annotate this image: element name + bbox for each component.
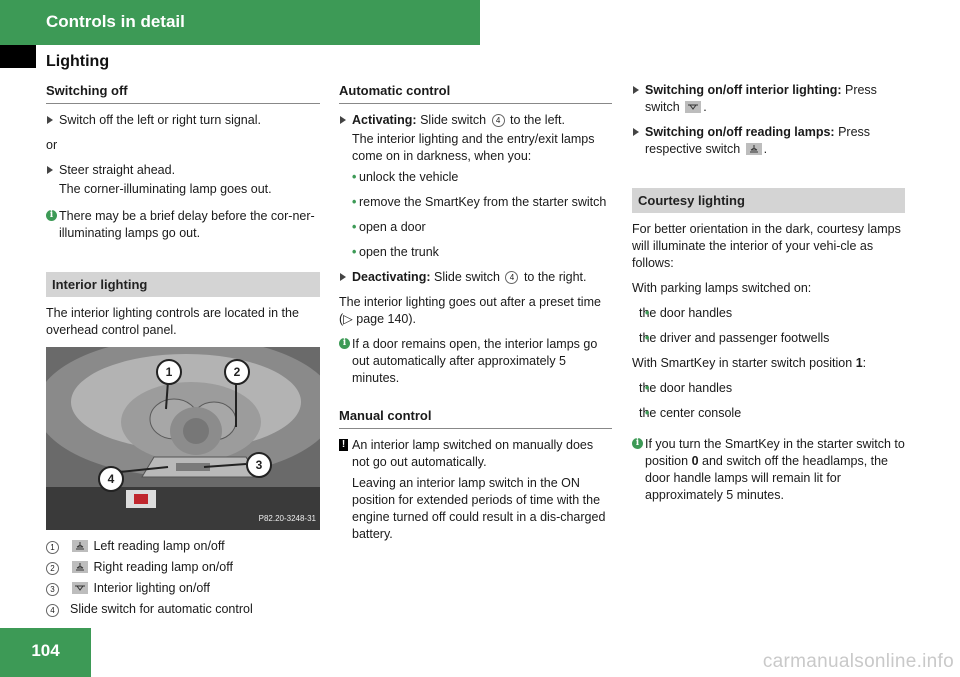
activating-text-end: to the left. xyxy=(510,113,565,127)
smartkey-note-position: 0 xyxy=(691,454,699,468)
legend-number: 3 xyxy=(46,583,59,596)
door-open-note xyxy=(339,336,612,387)
legend-number: 4 xyxy=(46,604,59,617)
step-interior-switch xyxy=(632,82,905,116)
step-activating xyxy=(339,112,612,129)
page-number: 104 xyxy=(31,641,60,660)
callout-1: 1 xyxy=(156,359,182,385)
legend-item-2 xyxy=(46,559,320,576)
activating-label: Activating: xyxy=(352,113,417,127)
chapter-header-bar xyxy=(0,0,480,45)
interior-switch-label: Switching on/off interior lighting: xyxy=(645,83,842,97)
section-title: Lighting xyxy=(46,53,110,70)
reading-lamp-switch-icon xyxy=(746,143,762,155)
reading-lamp-switch-icon xyxy=(72,561,88,573)
callout-2: 2 xyxy=(224,359,250,385)
legend-text: Right reading lamp on/off xyxy=(93,560,233,574)
warning-text: An interior lamp switched on manually does not go out automatically. xyxy=(352,438,594,469)
step-deactivating xyxy=(339,269,612,286)
warning-note xyxy=(339,437,612,471)
step-turn-signal: Switch off the left or right turn signal. xyxy=(46,112,320,129)
deactivating-text: Slide switch xyxy=(433,270,500,284)
reading-lamp-switch-icon xyxy=(72,540,88,552)
smartkey-note-text-b: and switch off the headlamps, the door handle lamps will remain lit for approximately 5 minutes. xyxy=(645,454,889,502)
interior-lighting-heading: Interior lighting xyxy=(46,272,320,297)
legend-text: Left reading lamp on/off xyxy=(93,539,225,553)
smartkey-text xyxy=(632,355,905,372)
delay-note xyxy=(46,208,320,242)
courtesy-intro: For better orientation in the dark, courtesy lamps will illuminate the interior of your vehi-cle as follows: xyxy=(632,222,901,270)
preset-text: The interior lighting goes out after a preset time (▷ page 140). xyxy=(339,295,601,326)
callout-4: 4 xyxy=(98,466,124,492)
manual-control-heading: Manual control xyxy=(339,407,612,429)
list-item: • remove the SmartKey from the starter switch xyxy=(339,194,612,211)
overhead-control-photo xyxy=(46,347,320,530)
photo-code: P82.20-3248-31 xyxy=(258,514,316,523)
column-2 xyxy=(339,82,612,551)
parking-text: With parking lamps switched on: xyxy=(632,281,812,295)
activating-result: The interior lighting and the entry/exit lamps come on in darkness, when you: xyxy=(352,132,595,163)
interior-light-switch-icon xyxy=(685,101,701,113)
legend-item-1 xyxy=(46,538,320,555)
list-item: • open the trunk xyxy=(339,244,612,261)
interior-light-switch-icon xyxy=(72,582,88,594)
door-open-note-text: If a door remains open, the interior lamps go out automatically after approximately 5 minutes. xyxy=(352,337,598,385)
activating-text: Slide switch xyxy=(420,113,487,127)
list-item xyxy=(632,330,905,347)
smartkey-text-a: With SmartKey in starter switch position xyxy=(632,356,853,370)
courtesy-lighting-heading: Courtesy lighting xyxy=(632,188,905,213)
legend-number: 2 xyxy=(46,562,59,575)
info-icon: i xyxy=(339,338,350,349)
or-text: or xyxy=(46,138,58,152)
column-3 xyxy=(632,82,905,512)
legend-text: Interior lighting on/off xyxy=(93,581,210,595)
warning-icon: ! xyxy=(339,439,348,451)
watermark: carmanualsonline.info xyxy=(762,651,954,672)
reading-switch-text: Press respective switch xyxy=(645,125,871,156)
deactivating-label: Deactivating: xyxy=(352,270,431,284)
section-tab xyxy=(0,45,36,68)
list-item xyxy=(632,405,905,422)
interior-intro: The interior lighting controls are located in the overhead control panel. xyxy=(46,306,299,337)
list-item xyxy=(632,305,905,322)
step-steer: Steer straight ahead. xyxy=(46,162,320,179)
info-icon: i xyxy=(632,438,643,449)
list-item-text: the center console xyxy=(639,406,742,420)
delay-note-text: There may be a brief delay before the cor-ner-illuminating lamps go out. xyxy=(59,209,315,240)
interior-switch-text: Press switch xyxy=(645,83,877,114)
callout-3: 3 xyxy=(246,452,272,478)
overhead-control-illustration xyxy=(46,347,320,530)
legend-item-3 xyxy=(46,580,320,597)
switch-number: 4 xyxy=(505,271,518,284)
warning-text-2: Leaving an interior lamp switch in the ON position for extended periods of time with the engine turned off could result in a dis-charged battery. xyxy=(352,476,606,541)
list-item-text: the door handles xyxy=(639,381,733,395)
smartkey-note-text-a: If you turn the SmartKey in the starter switch to position xyxy=(645,437,905,468)
page-number-box xyxy=(0,628,91,677)
list-item: • open a door xyxy=(339,219,612,236)
legend-text: Slide switch for automatic control xyxy=(70,602,253,616)
legend-number: 1 xyxy=(46,541,59,554)
step-reading-switch xyxy=(632,124,905,158)
switch-number: 4 xyxy=(492,114,505,127)
deactivating-text-end: to the right. xyxy=(523,270,587,284)
info-icon: i xyxy=(46,210,57,221)
list-item-text: the door handles xyxy=(639,306,733,320)
list-item xyxy=(632,380,905,397)
period: . xyxy=(703,100,707,114)
list-item: • unlock the vehicle xyxy=(339,169,612,186)
smartkey-position: 1 xyxy=(855,356,863,370)
step-steer-result: The corner-illuminating lamp goes out. xyxy=(59,182,272,196)
smartkey-text-b: : xyxy=(862,356,867,370)
smartkey-note xyxy=(632,436,905,504)
chapter-title: Controls in detail xyxy=(46,12,185,31)
period: . xyxy=(763,142,768,156)
switching-off-heading: Switching off xyxy=(46,82,320,104)
list-item-text: the driver and passenger footwells xyxy=(639,331,830,345)
legend-item-4 xyxy=(46,601,320,618)
reading-switch-label: Switching on/off reading lamps: xyxy=(645,125,835,139)
column-1 xyxy=(46,82,320,622)
automatic-control-heading: Automatic control xyxy=(339,82,612,104)
